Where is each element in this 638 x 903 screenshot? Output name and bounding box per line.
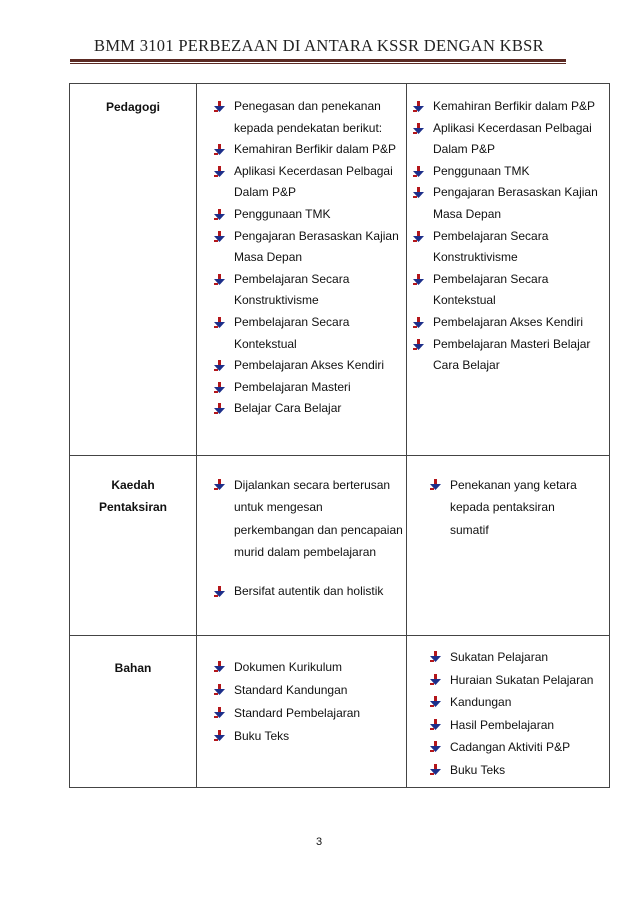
bullet-icon bbox=[214, 661, 225, 672]
bullet-icon bbox=[214, 479, 225, 490]
bullet-icon bbox=[430, 719, 441, 730]
table-row-kaedah-pentaksiran bbox=[70, 456, 610, 636]
bullet-icon bbox=[430, 651, 441, 662]
list-item: Penekanan yang ketara kepada pentaksiran sumatif bbox=[427, 474, 595, 541]
cell-kssr bbox=[197, 84, 407, 456]
bullet-icon bbox=[413, 339, 424, 350]
bullet-icon bbox=[214, 586, 225, 597]
cell-kssr bbox=[197, 456, 407, 636]
bullet-icon bbox=[214, 209, 225, 220]
list-item: Standard Kandungan bbox=[211, 679, 404, 702]
list-item: Pembelajaran Secara Konstruktivisme bbox=[410, 226, 606, 269]
bullet-icon bbox=[413, 166, 424, 177]
list-item: Standard Pembelajaran bbox=[211, 702, 404, 725]
header-rule-thick bbox=[70, 59, 566, 62]
bullet-icon bbox=[413, 123, 424, 134]
list-item: Hasil Pembelajaran bbox=[427, 714, 606, 737]
list-item: Pembelajaran Akses Kendiri bbox=[410, 312, 606, 334]
cell-label bbox=[70, 456, 197, 636]
bullet-icon bbox=[430, 674, 441, 685]
bullet-icon bbox=[214, 274, 225, 285]
list-item: Sukatan Pelajaran bbox=[427, 646, 606, 669]
bullet-icon bbox=[214, 707, 225, 718]
list-item: Dokumen Kurikulum bbox=[211, 656, 404, 679]
list-item: Kemahiran Berfikir dalam P&P bbox=[211, 139, 404, 161]
bullet-icon bbox=[413, 231, 424, 242]
bullet-icon bbox=[214, 730, 225, 741]
bullet-icon bbox=[214, 382, 225, 393]
cell-kbsr bbox=[407, 456, 610, 636]
list-item: Penggunaan TMK bbox=[211, 204, 404, 226]
list-item: Pembelajaran Masteri Belajar Cara Belajar bbox=[410, 334, 606, 377]
bullet-icon bbox=[413, 274, 424, 285]
header-rule-thin bbox=[70, 63, 566, 64]
table-row-bahan bbox=[70, 636, 610, 788]
bullet-icon bbox=[214, 684, 225, 695]
bullet-icon bbox=[413, 187, 424, 198]
list-item: Cadangan Aktiviti P&P bbox=[427, 736, 606, 759]
kbsr-list bbox=[427, 646, 606, 782]
bullet-icon bbox=[413, 317, 424, 328]
cell-label bbox=[70, 84, 197, 456]
bullet-icon bbox=[214, 231, 225, 242]
list-item: Penegasan dan penekanan kepada pendekatan berikut: bbox=[211, 96, 404, 139]
bullet-icon bbox=[214, 101, 225, 112]
cell-kbsr bbox=[407, 636, 610, 788]
bullet-icon bbox=[214, 144, 225, 155]
list-item: Bersifat autentik dan holistik bbox=[211, 581, 404, 603]
list-item: Pembelajaran Akses Kendiri bbox=[211, 355, 404, 377]
list-item: Dijalankan secara berterusan untuk mengesan perkembangan dan pencapaian murid dalam pembelajaran bbox=[211, 474, 404, 564]
list-item: Kandungan bbox=[427, 691, 606, 714]
table-row-pedagogi bbox=[70, 84, 610, 456]
page-header: BMM 3101 PERBEZAAN DI ANTARA KSSR DENGAN KBSR bbox=[94, 36, 544, 55]
bullet-icon bbox=[214, 403, 225, 414]
kssr-list bbox=[211, 96, 404, 420]
list-item: Pembelajaran Secara Kontekstual bbox=[211, 312, 404, 355]
bullet-icon bbox=[430, 696, 441, 707]
list-item: Aplikasi Kecerdasan Pelbagai Dalam P&P bbox=[211, 161, 404, 204]
kssr-list bbox=[211, 474, 404, 602]
bullet-icon bbox=[413, 101, 424, 112]
bullet-icon bbox=[430, 479, 441, 490]
cell-label bbox=[70, 636, 197, 788]
kbsr-list bbox=[427, 474, 595, 541]
row-label: Kaedah Pentaksiran bbox=[98, 478, 168, 514]
list-item: Huraian Sukatan Pelajaran bbox=[427, 669, 606, 692]
list-item: Belajar Cara Belajar bbox=[211, 398, 404, 420]
comparison-table bbox=[69, 83, 610, 788]
bullet-icon bbox=[214, 166, 225, 177]
kbsr-list bbox=[410, 96, 606, 377]
list-item: Pembelajaran Secara Konstruktivisme bbox=[211, 269, 404, 312]
list-item: Pengajaran Berasaskan Kajian Masa Depan bbox=[410, 182, 606, 225]
list-item: Buku Teks bbox=[211, 725, 404, 748]
page-number: 3 bbox=[315, 836, 323, 848]
cell-kssr bbox=[197, 636, 407, 788]
bullet-icon bbox=[430, 741, 441, 752]
list-item: Buku Teks bbox=[427, 759, 606, 782]
list-item: Aplikasi Kecerdasan Pelbagai Dalam P&P bbox=[410, 118, 606, 161]
row-label: Bahan bbox=[114, 661, 152, 675]
list-item: Penggunaan TMK bbox=[410, 161, 606, 183]
list-item: Pembelajaran Masteri bbox=[211, 377, 404, 399]
bullet-icon bbox=[214, 317, 225, 328]
kssr-list bbox=[211, 656, 404, 748]
bullet-icon bbox=[430, 764, 441, 775]
list-item: Pembelajaran Secara Kontekstual bbox=[410, 269, 606, 312]
list-item: Pengajaran Berasaskan Kajian Masa Depan bbox=[211, 226, 404, 269]
row-label: Pedagogi bbox=[105, 100, 160, 114]
bullet-icon bbox=[214, 360, 225, 371]
list-item: Kemahiran Berfikir dalam P&P bbox=[410, 96, 606, 118]
cell-kbsr bbox=[407, 84, 610, 456]
